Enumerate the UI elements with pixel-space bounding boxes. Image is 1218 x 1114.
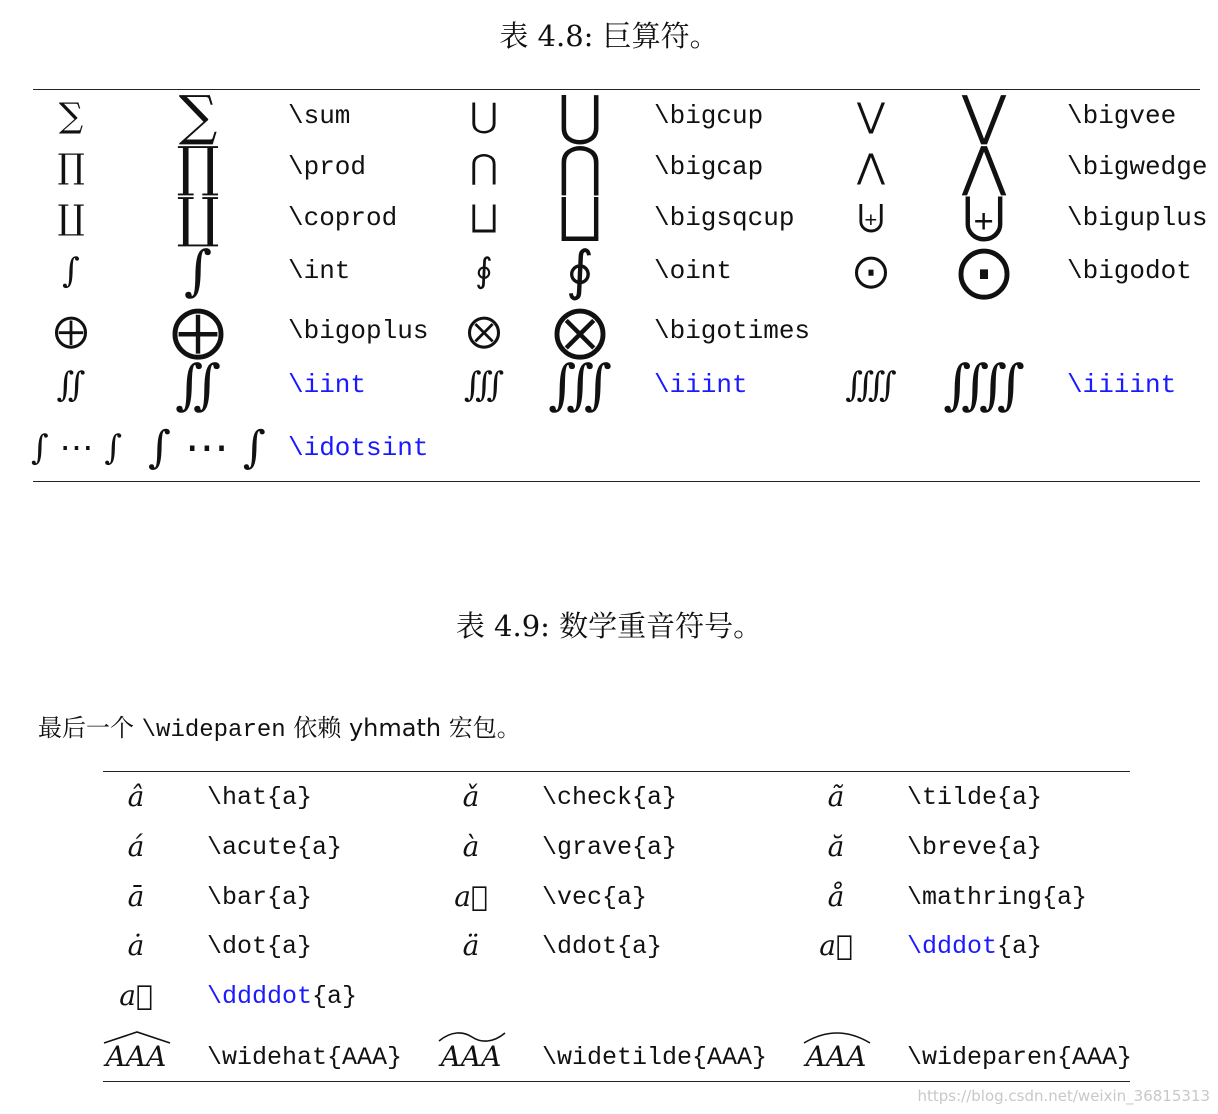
accent-symbol: a⃜ <box>119 979 153 1012</box>
paragraph-suffix: 宏包。 <box>441 714 521 742</box>
large-operator-symbol: ∏ <box>176 135 220 198</box>
large-operator-symbol: ⨆ <box>558 186 602 249</box>
accent-command <box>542 1045 767 1070</box>
paragraph-middle: 依赖 <box>285 714 349 742</box>
accent-symbol: a⃛ <box>819 929 853 962</box>
operator-command: \iint <box>288 370 367 400</box>
small-operator-symbol: ∭ <box>463 365 505 405</box>
small-operator-symbol: ⋂ <box>470 147 498 187</box>
paragraph <box>38 708 521 744</box>
operator-command: \iiint <box>654 370 748 400</box>
small-operator-symbol: ⨌ <box>845 365 897 405</box>
wide-hat-accent-icon <box>102 1029 172 1045</box>
large-operator-symbol: ∮ <box>565 239 595 302</box>
accent-command-name: \dddot <box>907 932 998 961</box>
accent-command <box>542 785 677 810</box>
large-operator-symbol: ⋃ <box>557 84 603 147</box>
operator-command: \bigcup <box>654 101 764 131</box>
small-operator-symbol: ⨄ <box>857 198 885 238</box>
operator-command: \oint <box>654 256 733 286</box>
accent-command-text: \vec{a} <box>542 883 648 912</box>
operator-command: \bigwedge <box>1067 152 1208 182</box>
operator-command: \bigotimes <box>654 316 811 346</box>
small-operator-symbol: ⋃ <box>470 96 498 136</box>
small-operator-symbol: ⨀ <box>854 251 888 291</box>
accent-command-text: {a} <box>997 932 1043 961</box>
accent-command <box>207 785 312 810</box>
paragraph-package: yhmath <box>348 714 442 742</box>
large-operator-symbol: ⨀ <box>957 239 1011 302</box>
operator-command: \coprod <box>288 203 398 233</box>
large-operator-symbol: ⨁ <box>171 299 225 362</box>
accent-command <box>542 835 677 860</box>
accent-command-text: \wideparen{AAA} <box>907 1043 1133 1072</box>
accent-command-text: \widehat{AAA} <box>207 1043 403 1072</box>
accent-command <box>907 785 1042 810</box>
operator-command: \bigvee <box>1067 101 1177 131</box>
accent-command-text: {a} <box>312 982 358 1011</box>
large-operator-symbol: ⋁ <box>961 84 1007 147</box>
accent-symbol: AAA <box>431 1043 511 1071</box>
small-operator-symbol: ∫ ⋯ ∫ <box>31 428 123 468</box>
small-operator-symbol: ∮ <box>475 251 493 291</box>
small-operator-symbol: ∐ <box>57 198 85 238</box>
accent-symbol: ǎ <box>462 780 480 813</box>
accent-symbol: a⃗ <box>454 880 488 913</box>
accent-table-bottom-rule <box>103 1081 1130 1082</box>
operator-command: \int <box>288 256 351 286</box>
paragraph-prefix: 最后一个 <box>38 714 142 742</box>
operator-command: \iiiint <box>1067 370 1177 400</box>
accent-command-text: \bar{a} <box>207 883 313 912</box>
large-operator-symbol: ⋂ <box>557 135 603 198</box>
operator-command: \biguplus <box>1067 203 1208 233</box>
operator-command: \bigsqcup <box>654 203 795 233</box>
paragraph-command: \wideparen <box>141 717 286 744</box>
accent-table-top-rule <box>103 771 1130 772</box>
accent-command-text: \hat{a} <box>207 783 313 812</box>
accent-symbol: â <box>127 780 145 813</box>
accent-symbol: å <box>827 880 845 913</box>
accent-command <box>207 934 312 959</box>
large-operator-symbol: ∐ <box>176 186 220 249</box>
accent-symbol: ă <box>827 830 845 863</box>
table-4-8-bottom-rule <box>33 481 1200 482</box>
large-operator-symbol: ⋀ <box>961 135 1007 198</box>
accent-command-text: \ddot{a} <box>542 932 663 961</box>
large-operator-symbol: ⨂ <box>553 299 607 362</box>
accent-command-text: \breve{a} <box>907 833 1043 862</box>
accent-command <box>907 934 1042 959</box>
large-operator-symbol: ∫ <box>183 239 213 302</box>
small-operator-symbol: ⋀ <box>857 147 885 187</box>
small-operator-symbol: ∫ <box>62 251 80 291</box>
accent-command-text: \grave{a} <box>542 833 678 862</box>
accent-command <box>207 984 357 1009</box>
table-4-8-caption: 表 4.8: 巨算符。 <box>499 19 719 53</box>
accent-command-text: \check{a} <box>542 783 678 812</box>
small-operator-symbol: ∏ <box>57 147 85 187</box>
operator-command: \bigcap <box>654 152 764 182</box>
small-operator-symbol: ⨁ <box>54 311 88 351</box>
accent-symbol: AAA <box>796 1043 876 1071</box>
accent-command-text: \acute{a} <box>207 833 343 862</box>
accent-symbol: á <box>127 830 145 863</box>
accent-command <box>907 885 1087 910</box>
large-operator-symbol: ⨄ <box>962 186 1006 249</box>
accent-command-text: \dot{a} <box>207 932 313 961</box>
accent-command-text: \mathring{a} <box>907 883 1088 912</box>
accent-symbol: AAA <box>96 1043 176 1071</box>
accent-command <box>542 885 647 910</box>
accent-command <box>207 1045 402 1070</box>
small-operator-symbol: ⋁ <box>857 96 885 136</box>
small-operator-symbol: ∬ <box>56 365 86 405</box>
operator-command: \bigodot <box>1067 256 1192 286</box>
operator-command: \bigoplus <box>288 316 429 346</box>
accent-command-text: \tilde{a} <box>907 783 1043 812</box>
wide-paren-accent-icon <box>802 1029 872 1045</box>
accent-symbol: ä <box>462 929 480 962</box>
accent-command-name: \ddddot <box>207 982 313 1011</box>
accent-command <box>542 934 662 959</box>
small-operator-symbol: ∑ <box>58 96 84 136</box>
accent-command <box>207 835 342 860</box>
table-4-9-caption: 表 4.9: 数学重音符号。 <box>455 609 763 643</box>
operator-command: \idotsint <box>288 433 429 463</box>
large-operator-symbol: ∑ <box>178 84 218 147</box>
operator-command: \prod <box>288 152 367 182</box>
large-operator-symbol: ∭ <box>548 353 612 416</box>
accent-command <box>907 1045 1132 1070</box>
small-operator-symbol: ⨆ <box>470 198 498 238</box>
accent-command <box>207 885 312 910</box>
small-operator-symbol: ⨂ <box>467 311 501 351</box>
accent-symbol: ā <box>127 880 145 913</box>
watermark: https://blog.csdn.net/weixin_36815313 <box>917 1087 1210 1105</box>
accent-symbol: à <box>462 830 480 863</box>
accent-command-text: \widetilde{AAA} <box>542 1043 768 1072</box>
large-operator-symbol: ∫ ⋯ ∫ <box>148 422 266 473</box>
accent-symbol: ã <box>827 780 845 813</box>
accent-command <box>907 835 1042 860</box>
wide-tilde-accent-icon <box>437 1029 507 1045</box>
operator-command: \sum <box>288 101 351 131</box>
large-operator-symbol: ∬ <box>175 353 221 416</box>
large-operator-symbol: ⨌ <box>943 353 1025 416</box>
accent-symbol: ȧ <box>127 929 145 962</box>
